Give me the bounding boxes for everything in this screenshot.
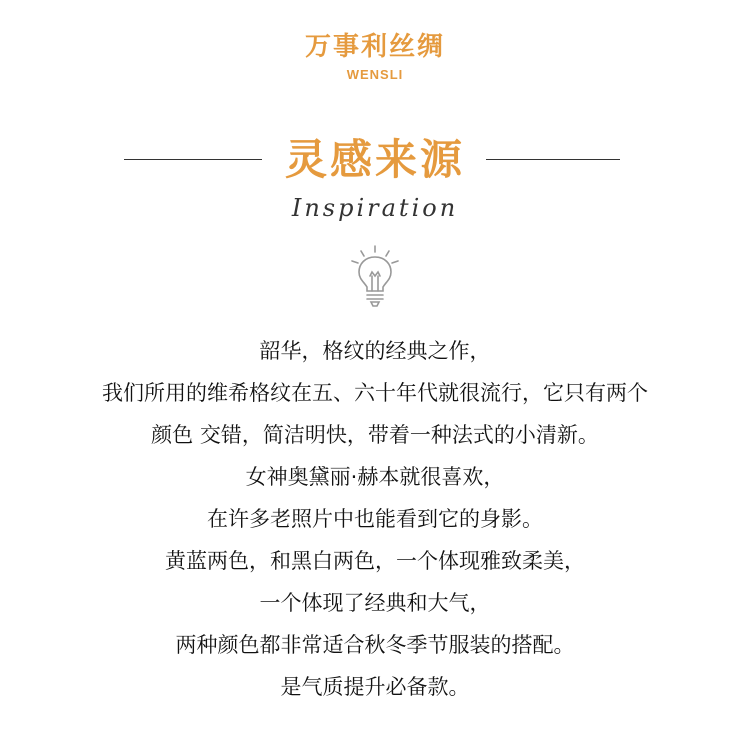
title-divider-left [124,159,262,160]
brand-logo [0,30,750,84]
brand-name-cn: 万事利丝绸 [304,32,445,62]
text-line: 在许多老照片中也能看到它的身影。 [207,507,543,531]
inspiration-text [0,330,750,708]
text-line: 颜色 交错，简洁明快，带着一种法式的小清新。 [151,423,599,447]
text-line: 一个体现了经典和大气， [259,591,491,615]
section-title-en: Inspiration [291,194,459,222]
section-title-cn: 灵感来源 [284,135,465,184]
brand-name-en: WENSLI [346,67,404,82]
title-divider-right [486,159,620,160]
lightbulb-icon [349,244,401,308]
text-line: 韶华，格纹的经典之作， [259,339,491,363]
text-line: 女神奥黛丽·赫本就很喜欢， [245,465,505,489]
text-line: 我们所用的维希格纹在五、六十年代就很流行，它只有两个 [102,381,648,405]
text-line: 是气质提升必备款。 [280,675,470,699]
text-line: 两种颜色都非常适合秋冬季节服装的搭配。 [175,633,575,657]
section-title [0,132,750,188]
text-line: 黄蓝两色，和黑白两色，一个体现雅致柔美， [165,549,585,573]
